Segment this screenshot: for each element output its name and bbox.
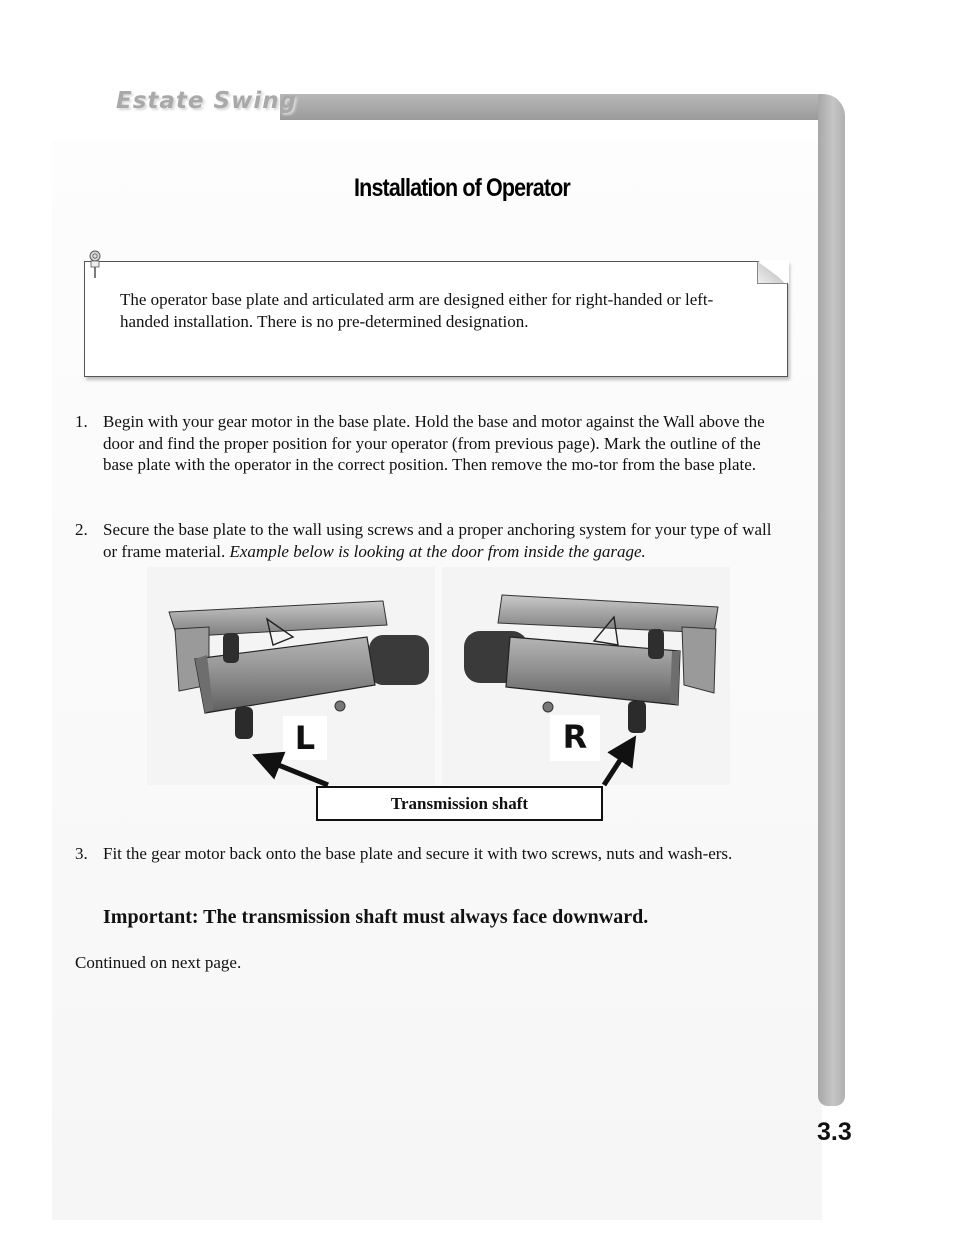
step-text: Fit the gear motor back onto the base plate and secure it with two screws, nuts and wash-ers. bbox=[103, 844, 733, 863]
page-number: 3.3 bbox=[817, 1118, 852, 1146]
step-text bbox=[103, 519, 785, 562]
header-bar bbox=[280, 94, 820, 120]
step-3 bbox=[75, 843, 785, 865]
side-bar bbox=[818, 94, 845, 1106]
step-number: 1. bbox=[75, 412, 88, 431]
step-number: 2. bbox=[75, 520, 88, 539]
note-box bbox=[84, 261, 788, 377]
step-text: Begin with your gear motor in the base plate. Hold the base and motor against the Wall above the door and find the proper position for your operator (from previous page). Mark the outline of the base plate with the operator in the correct position. Then remove the mo-tor from the base plate. bbox=[103, 412, 765, 475]
transmission-shaft-callout: Transmission shaft bbox=[316, 786, 603, 821]
right-label: R bbox=[550, 715, 600, 761]
left-label: L bbox=[283, 716, 327, 760]
step-text-main: Secure the base plate to the wall using screws and a proper anchoring system for your type of wall or frame material. bbox=[103, 520, 772, 561]
note-text: The operator base plate and articulated arm are designed either for right-handed or left-handed installation. There is no pre-determined designation. bbox=[120, 290, 714, 331]
pushpin-icon bbox=[88, 249, 102, 281]
page-title: Installation of Operator bbox=[354, 174, 570, 202]
brand-logo: Estate Swing bbox=[116, 88, 298, 114]
step-text-italic: Example below is looking at the door from inside the garage. bbox=[229, 541, 646, 561]
important-notice: Important: The transmission shaft must always face downward. bbox=[103, 906, 649, 928]
continued-note: Continued on next page. bbox=[75, 953, 242, 972]
step-number: 3. bbox=[75, 844, 88, 863]
step-2 bbox=[75, 519, 785, 562]
step-1 bbox=[75, 411, 785, 476]
